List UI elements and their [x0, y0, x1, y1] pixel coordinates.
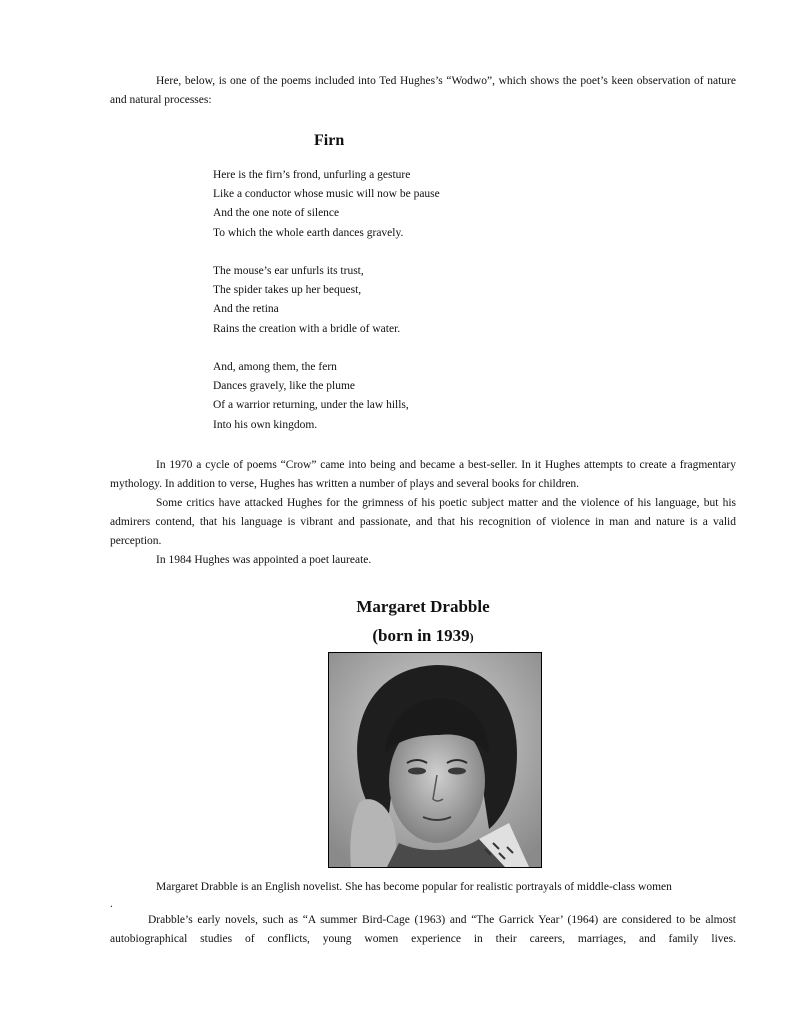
poem-line: Like a conductor whose music will now be pause [213, 188, 440, 201]
portrait-image [329, 653, 541, 867]
poem-line: And the retina [213, 303, 279, 316]
poem-line: Dances gravely, like the plume [213, 380, 355, 393]
poem-title: Firn [314, 132, 345, 149]
author-name: Margaret Drabble [356, 597, 490, 616]
poem-line: Here is the firn’s frond, unfurling a gesture [213, 169, 411, 181]
hughes-section [110, 456, 736, 570]
poem-stanza [213, 166, 440, 243]
poem-stanza [213, 262, 440, 339]
poem-line: Into his own kingdom. [213, 418, 318, 431]
poem-body [213, 166, 440, 435]
poem-line: The mouse’s ear unfurls its trust, [213, 265, 364, 277]
born-close-paren: ) [469, 630, 474, 644]
intro-paragraph: Here, below, is one of the poems included into Ted Hughes’s “Wodwo”, which shows the poet’s keen observation of nature and natural processes: [110, 75, 736, 106]
poem-line: And, among them, the fern [213, 361, 337, 373]
author-heading [110, 592, 736, 652]
critics-paragraph: Some critics have attacked Hughes for the grimness of his poetic subject matter and the violence of his language, but his admirers contend, that his language is vibrant and passionate, and that his recognition of violence in man and nature is a valid perception. [110, 497, 736, 547]
stray-period: . [110, 898, 113, 910]
crow-paragraph: In 1970 a cycle of poems “Crow” came into being and became a best-seller. In it Hughes attempts to create a fragmentary mythology. In addition to verse, Hughes has written a number of plays and several books for children. [110, 459, 736, 490]
poem-stanza [213, 358, 440, 435]
author-portrait-photo [328, 652, 542, 868]
drabble-intro-paragraph: Margaret Drabble is an English novelist. She has become popular for realistic portrayals of middle-class women [156, 881, 672, 893]
poem-line: To which the whole earth dances gravely. [213, 226, 404, 239]
poem-line: The spider takes up her bequest, [213, 284, 362, 297]
drabble-section [110, 878, 736, 949]
author-born [110, 621, 736, 652]
document-page [110, 72, 736, 945]
poem-line: And the one note of silence [213, 207, 340, 220]
drabble-novels-paragraph: Drabble’s early novels, such as “A summer Bird-Cage (1963) and “The Garrick Year’ (1964) are considered to be almost autobiographical studies of conflicts, young women experience in their careers, marriages, and family lives. [110, 914, 736, 945]
poem-line: Of a warrior returning, under the law hills, [213, 399, 409, 412]
laureate-paragraph: In 1984 Hughes was appointed a poet laureate. [156, 554, 372, 566]
poem-line: Rains the creation with a bridle of water. [213, 322, 401, 335]
born-text: (born in 1939 [372, 626, 470, 645]
